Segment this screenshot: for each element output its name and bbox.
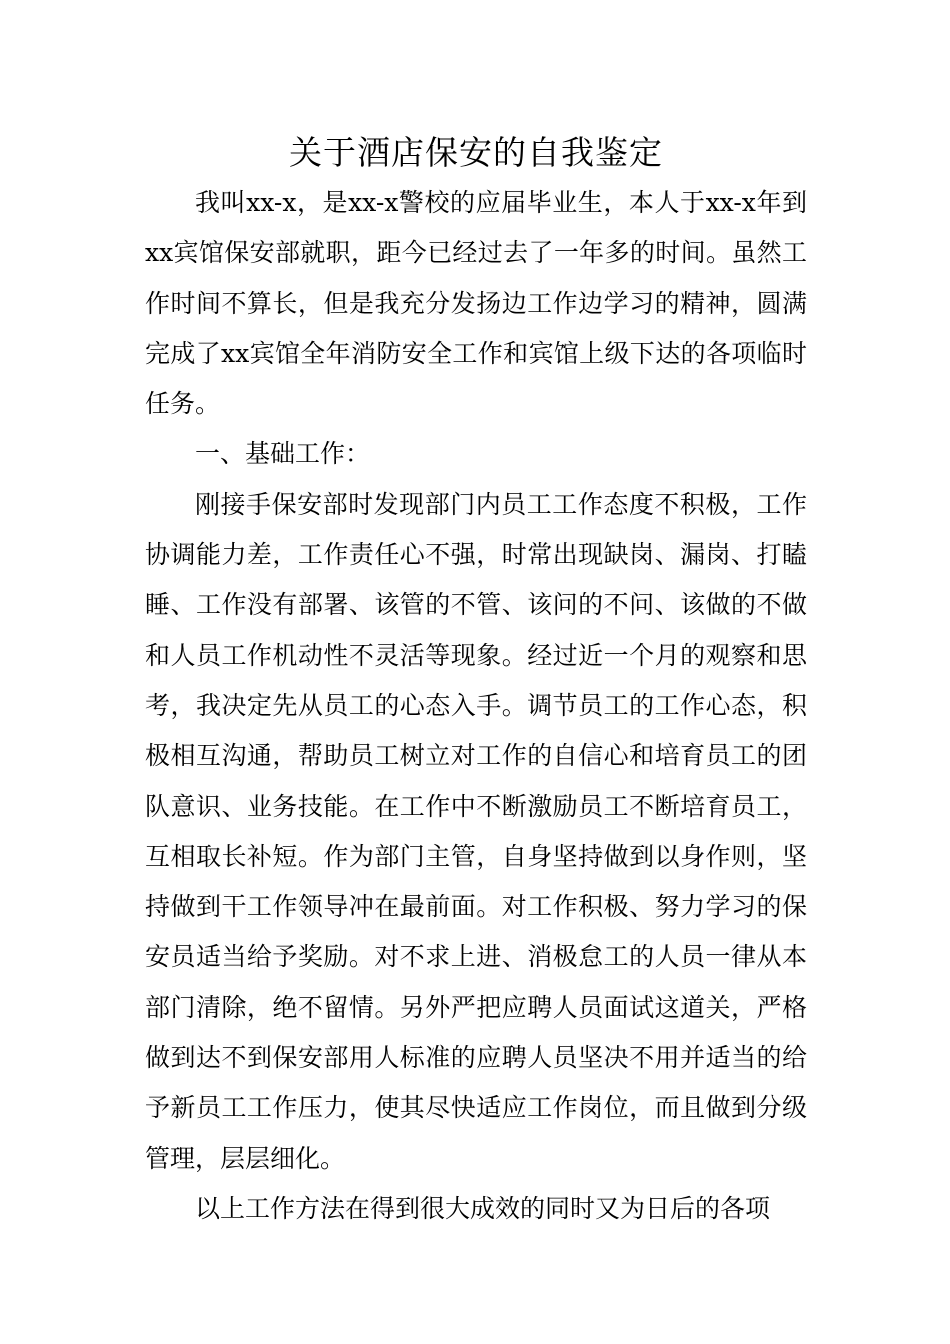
paragraph-intro: 我叫xx-x，是xx-x警校的应届毕业生，本人于xx-x年到xx宾馆保安部就职，距今已经过去了一年多的时间。虽然工作时间不算长，但是我充分发扬边工作边学习的精神，圆满完成了xx宾馆全年消防安全工作和宾馆上级下达的各项临时任务。 (145, 188, 807, 419)
paragraph-basic-work: 刚接手保安部时发现部门内员工工作态度不积极，工作协调能力差，工作责任心不强，时常出现缺岗、漏岗、打瞌睡、工作没有部署、该管的不管、该问的不问、该做的不做和人员工作机动性不灵活等现象。经过近一个月的观察和思考，我决定先从员工的心态入手。调节员工的工作心态，积极相互沟通，帮助员工树立对工作的自信心和培育员工的团队意识、业务技能。在工作中不断激励员工不断培育员工，互相取长补短。作为部门主管，自身坚持做到以身作则，坚持做到干工作领导冲在最前面。对工作积极、努力学习的保安员适当给予奖励。对不求上进、消极怠工的人员一律从本部门清除，绝不留情。另外严把应聘人员面试这道关，严格做到达不到保安部用人标准的应聘人员坚决不用并适当的给予新员工工作压力，使其尽快适应工作岗位，而且做到分级管理，层层细化。 (145, 489, 807, 1173)
document-title: 关于酒店保安的自我鉴定 (289, 133, 663, 172)
document-page (145, 130, 807, 1234)
paragraph-continued: 以上工作方法在得到很大成效的同时又为日后的各项 (195, 1193, 771, 1223)
section-heading-basic-work: 一、基础工作： (195, 439, 371, 469)
